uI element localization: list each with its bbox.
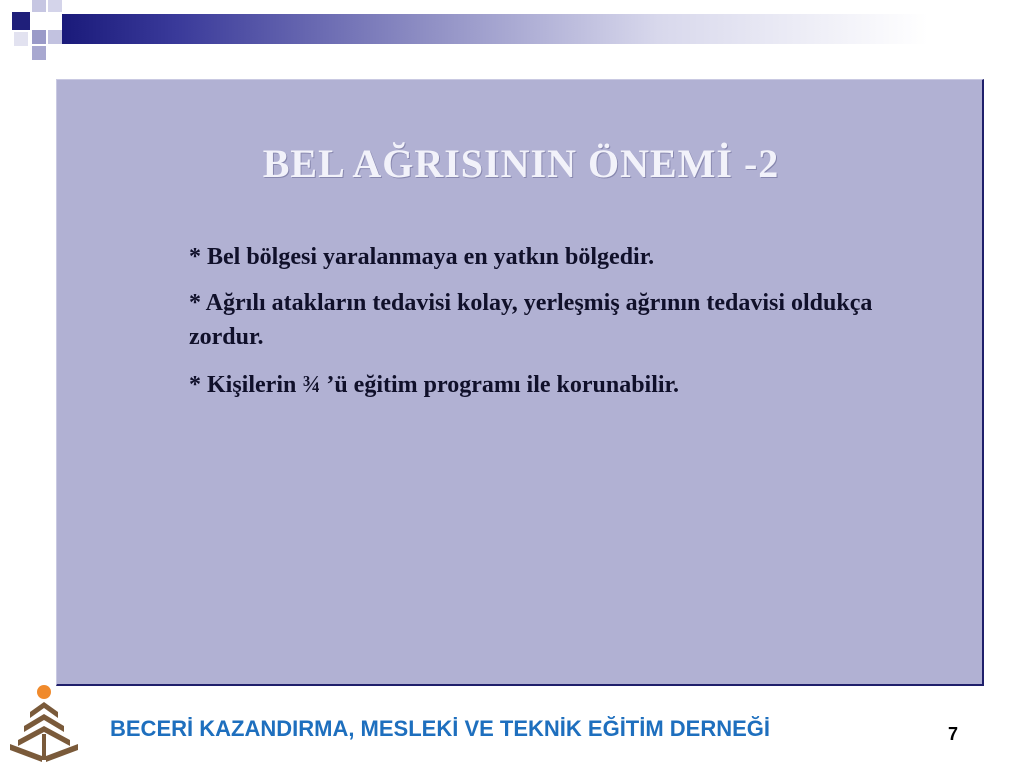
header-square-light (48, 30, 62, 44)
slide-content-panel (56, 79, 984, 686)
bullet-item: * Bel bölgesi yaralanmaya en yatkın bölgedir. (189, 244, 655, 270)
header-square-dark (12, 12, 30, 30)
header-square-pale (14, 32, 28, 46)
header-decoration (0, 0, 1024, 62)
page-number: 7 (948, 724, 959, 744)
slide-title: BEL AĞRISININ ÖNEMİ -2 (262, 141, 780, 186)
bullet-list (189, 240, 949, 402)
header-square-light (32, 0, 46, 12)
header-square-mid (32, 30, 46, 44)
header-square-light (32, 46, 46, 60)
header-gradient-bar (62, 14, 1024, 44)
organization-name: BECERİ KAZANDIRMA, MESLEKİ VE TEKNİK EĞİTİM DERNEĞİ (110, 716, 771, 741)
header-square-light (48, 0, 62, 12)
bullet-item: * Kişilerin ¾ ’ü eğitim programı ile korunabilir. (189, 372, 680, 398)
bullet-item: * Ağrılı atakların tedavisi kolay, yerleşmiş ağrının tedavisi oldukça zordur. (189, 290, 873, 350)
book-sprout-logo-icon (8, 684, 84, 762)
